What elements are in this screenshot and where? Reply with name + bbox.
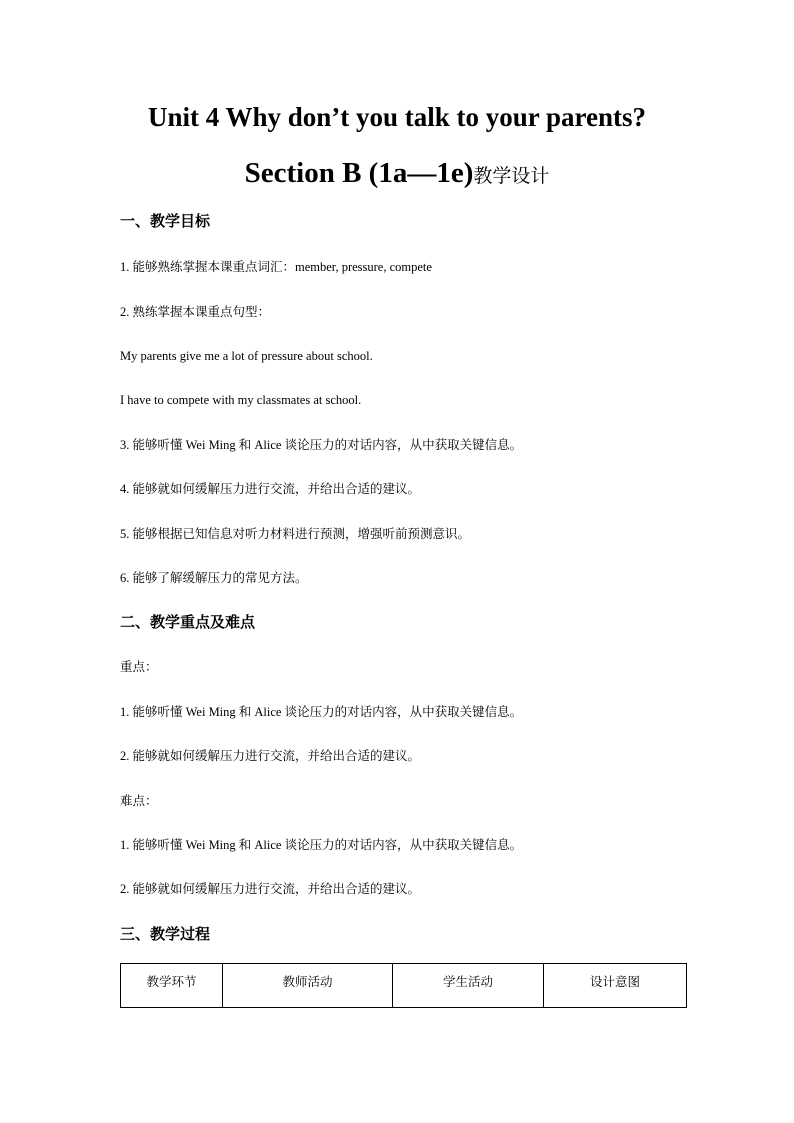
table-header-cell: 学生活动 [393,964,544,1008]
difficult-item: 2. 能够就如何缓解压力进行交流，并给出合适的建议。 [120,882,421,896]
objective-sentence: I have to compete with my classmates at school. [120,393,362,407]
document-title: Unit 4 Why don’t you talk to your parents? [147,102,647,132]
section-heading-objectives: 一、教学目标 [120,212,211,230]
objective-item: 5. 能够根据已知信息对听力材料进行预测，增强听前预测意识。 [120,527,471,541]
key-label: 重点： [120,660,158,674]
difficult-item: 1. 能够听懂 Wei Ming 和 Alice 谈论压力的对话内容，从中获取关键信息。 [120,838,523,852]
objective-item: 3. 能够听懂 Wei Ming 和 Alice 谈论压力的对话内容，从中获取关键信息。 [120,438,523,452]
document-subtitle [0,154,794,195]
table-header-cell: 设计意图 [544,964,687,1008]
section-heading-key-points: 二、教学重点及难点 [120,613,256,631]
table-header-cell: 教学环节 [121,964,223,1008]
objective-sentence: My parents give me a lot of pressure about school. [120,349,373,363]
process-table [120,963,687,1008]
table-header-row [121,964,687,1008]
key-item: 2. 能够就如何缓解压力进行交流，并给出合适的建议。 [120,749,421,763]
objective-item: 6. 能够了解缓解压力的常见方法。 [120,571,308,585]
subtitle-section: Section B (1a—1e) [244,157,474,189]
objective-item: 4. 能够就如何缓解压力进行交流，并给出合适的建议。 [120,482,421,496]
objective-item: 1. 能够熟练掌握本课重点词汇：member, pressure, compete [120,260,432,274]
table-header-cell: 教师活动 [223,964,393,1008]
section-heading-process: 三、教学过程 [120,925,211,943]
difficult-label: 难点： [120,794,158,808]
key-item: 1. 能够听懂 Wei Ming 和 Alice 谈论压力的对话内容，从中获取关键信息。 [120,705,523,719]
objective-item: 2. 熟练掌握本课重点句型： [120,305,271,319]
subtitle-label: 教学设计 [473,165,550,187]
